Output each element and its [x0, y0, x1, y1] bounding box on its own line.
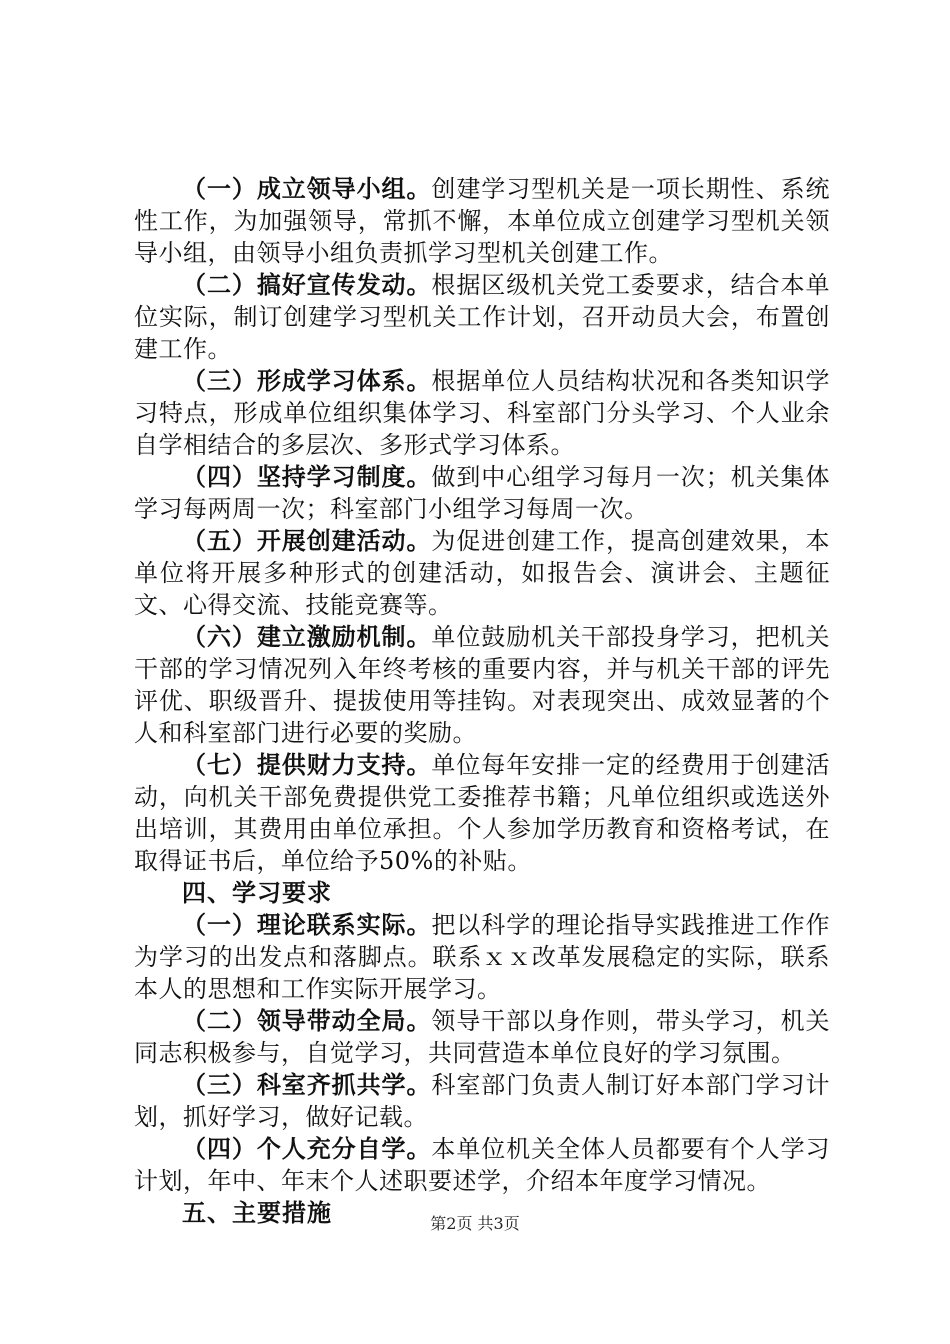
paragraph-text: 把以科学的理论指导实践推进工作作为学习的出发点和落脚点。联系ｘｘ改革发展稳定的实际，联系本人的思想和工作实际开展学习。 [134, 911, 831, 1003]
paragraph-lead: （五）开展创建活动。 [182, 526, 432, 555]
paragraph [134, 1133, 830, 1197]
paragraph [134, 365, 830, 461]
paragraph-lead: （七）提供财力支持。 [182, 750, 432, 779]
paragraph-text: 领导干部以身作则，带头学习，机关同志积极参与，自觉学习，共同营造本单位良好的学习氛围。 [134, 1007, 831, 1067]
paragraph [134, 269, 830, 365]
paragraph [134, 173, 830, 269]
paragraph [134, 909, 830, 1005]
paragraph-lead: （二）搞好宣传发动。 [182, 270, 432, 299]
paragraph-lead: （二）领导带动全局。 [182, 1006, 432, 1035]
paragraph-lead: （四）坚持学习制度。 [182, 462, 432, 491]
paragraph [134, 461, 830, 525]
paragraph [134, 621, 830, 749]
paragraph [134, 1005, 830, 1069]
paragraph [134, 749, 830, 877]
paragraph-lead: （三）形成学习体系。 [182, 366, 432, 395]
paragraph-lead: （四）个人充分自学。 [182, 1134, 432, 1163]
paragraph-lead: （六）建立激励机制。 [182, 622, 432, 651]
paragraph-lead: （三）科室齐抓共学。 [182, 1070, 432, 1099]
paragraph [134, 1069, 830, 1133]
paragraph-text: 科室部门负责人制订好本部门学习计划，抓好学习，做好记载。 [134, 1071, 831, 1131]
paragraph-text: 根据区级机关党工委要求，结合本单位实际，制订创建学习型机关工作计划，召开动员大会，布置创建工作。 [134, 271, 831, 363]
paragraph-text: 根据单位人员结构状况和各类知识学习特点，形成单位组织集体学习、科室部门分头学习、个人业余自学相结合的多层次、多形式学习体系。 [134, 367, 831, 459]
paragraph [134, 525, 830, 621]
page-number-footer: 第2页 共3页 [430, 1214, 520, 1233]
paragraph-text: 为促进创建工作，提高创建效果，本单位将开展多种形式的创建活动，如报告会、演讲会、主题征文、心得交流、技能竞赛等。 [134, 527, 831, 619]
section-heading-learning-requirements: 四、学习要求 [182, 878, 332, 907]
document-body [134, 173, 830, 1229]
paragraph-text: 本单位机关全体人员都要有个人学习计划，年中、年末个人述职要述学，介绍本年度学习情况。 [134, 1135, 831, 1195]
section-heading-main-measures: 五、主要措施 [182, 1198, 332, 1227]
paragraph-text: 创建学习型机关是一项长期性、系统性工作，为加强领导，常抓不懈，本单位成立创建学习型机关领导小组，由领导小组负责抓学习型机关创建工作。 [134, 175, 831, 267]
paragraph-lead: （一）成立领导小组。 [182, 174, 432, 203]
paragraph-text: 做到中心组学习每月一次；机关集体学习每两周一次；科室部门小组学习每周一次。 [134, 463, 831, 523]
paragraph-lead: （一）理论联系实际。 [182, 910, 432, 939]
paragraph-text: 单位每年安排一定的经费用于创建活动，向机关干部免费提供党工委推荐书籍；凡单位组织或选送外出培训，其费用由单位承担。个人参加学历教育和资格考试，在取得证书后，单位给予50%的补贴。 [134, 751, 831, 875]
paragraph-text: 单位鼓励机关干部投身学习，把机关干部的学习情况列入年终考核的重要内容，并与机关干部的评先评优、职级晋升、提拔使用等挂钩。对表现突出、成效显著的个人和科室部门进行必要的奖励。 [134, 623, 831, 747]
